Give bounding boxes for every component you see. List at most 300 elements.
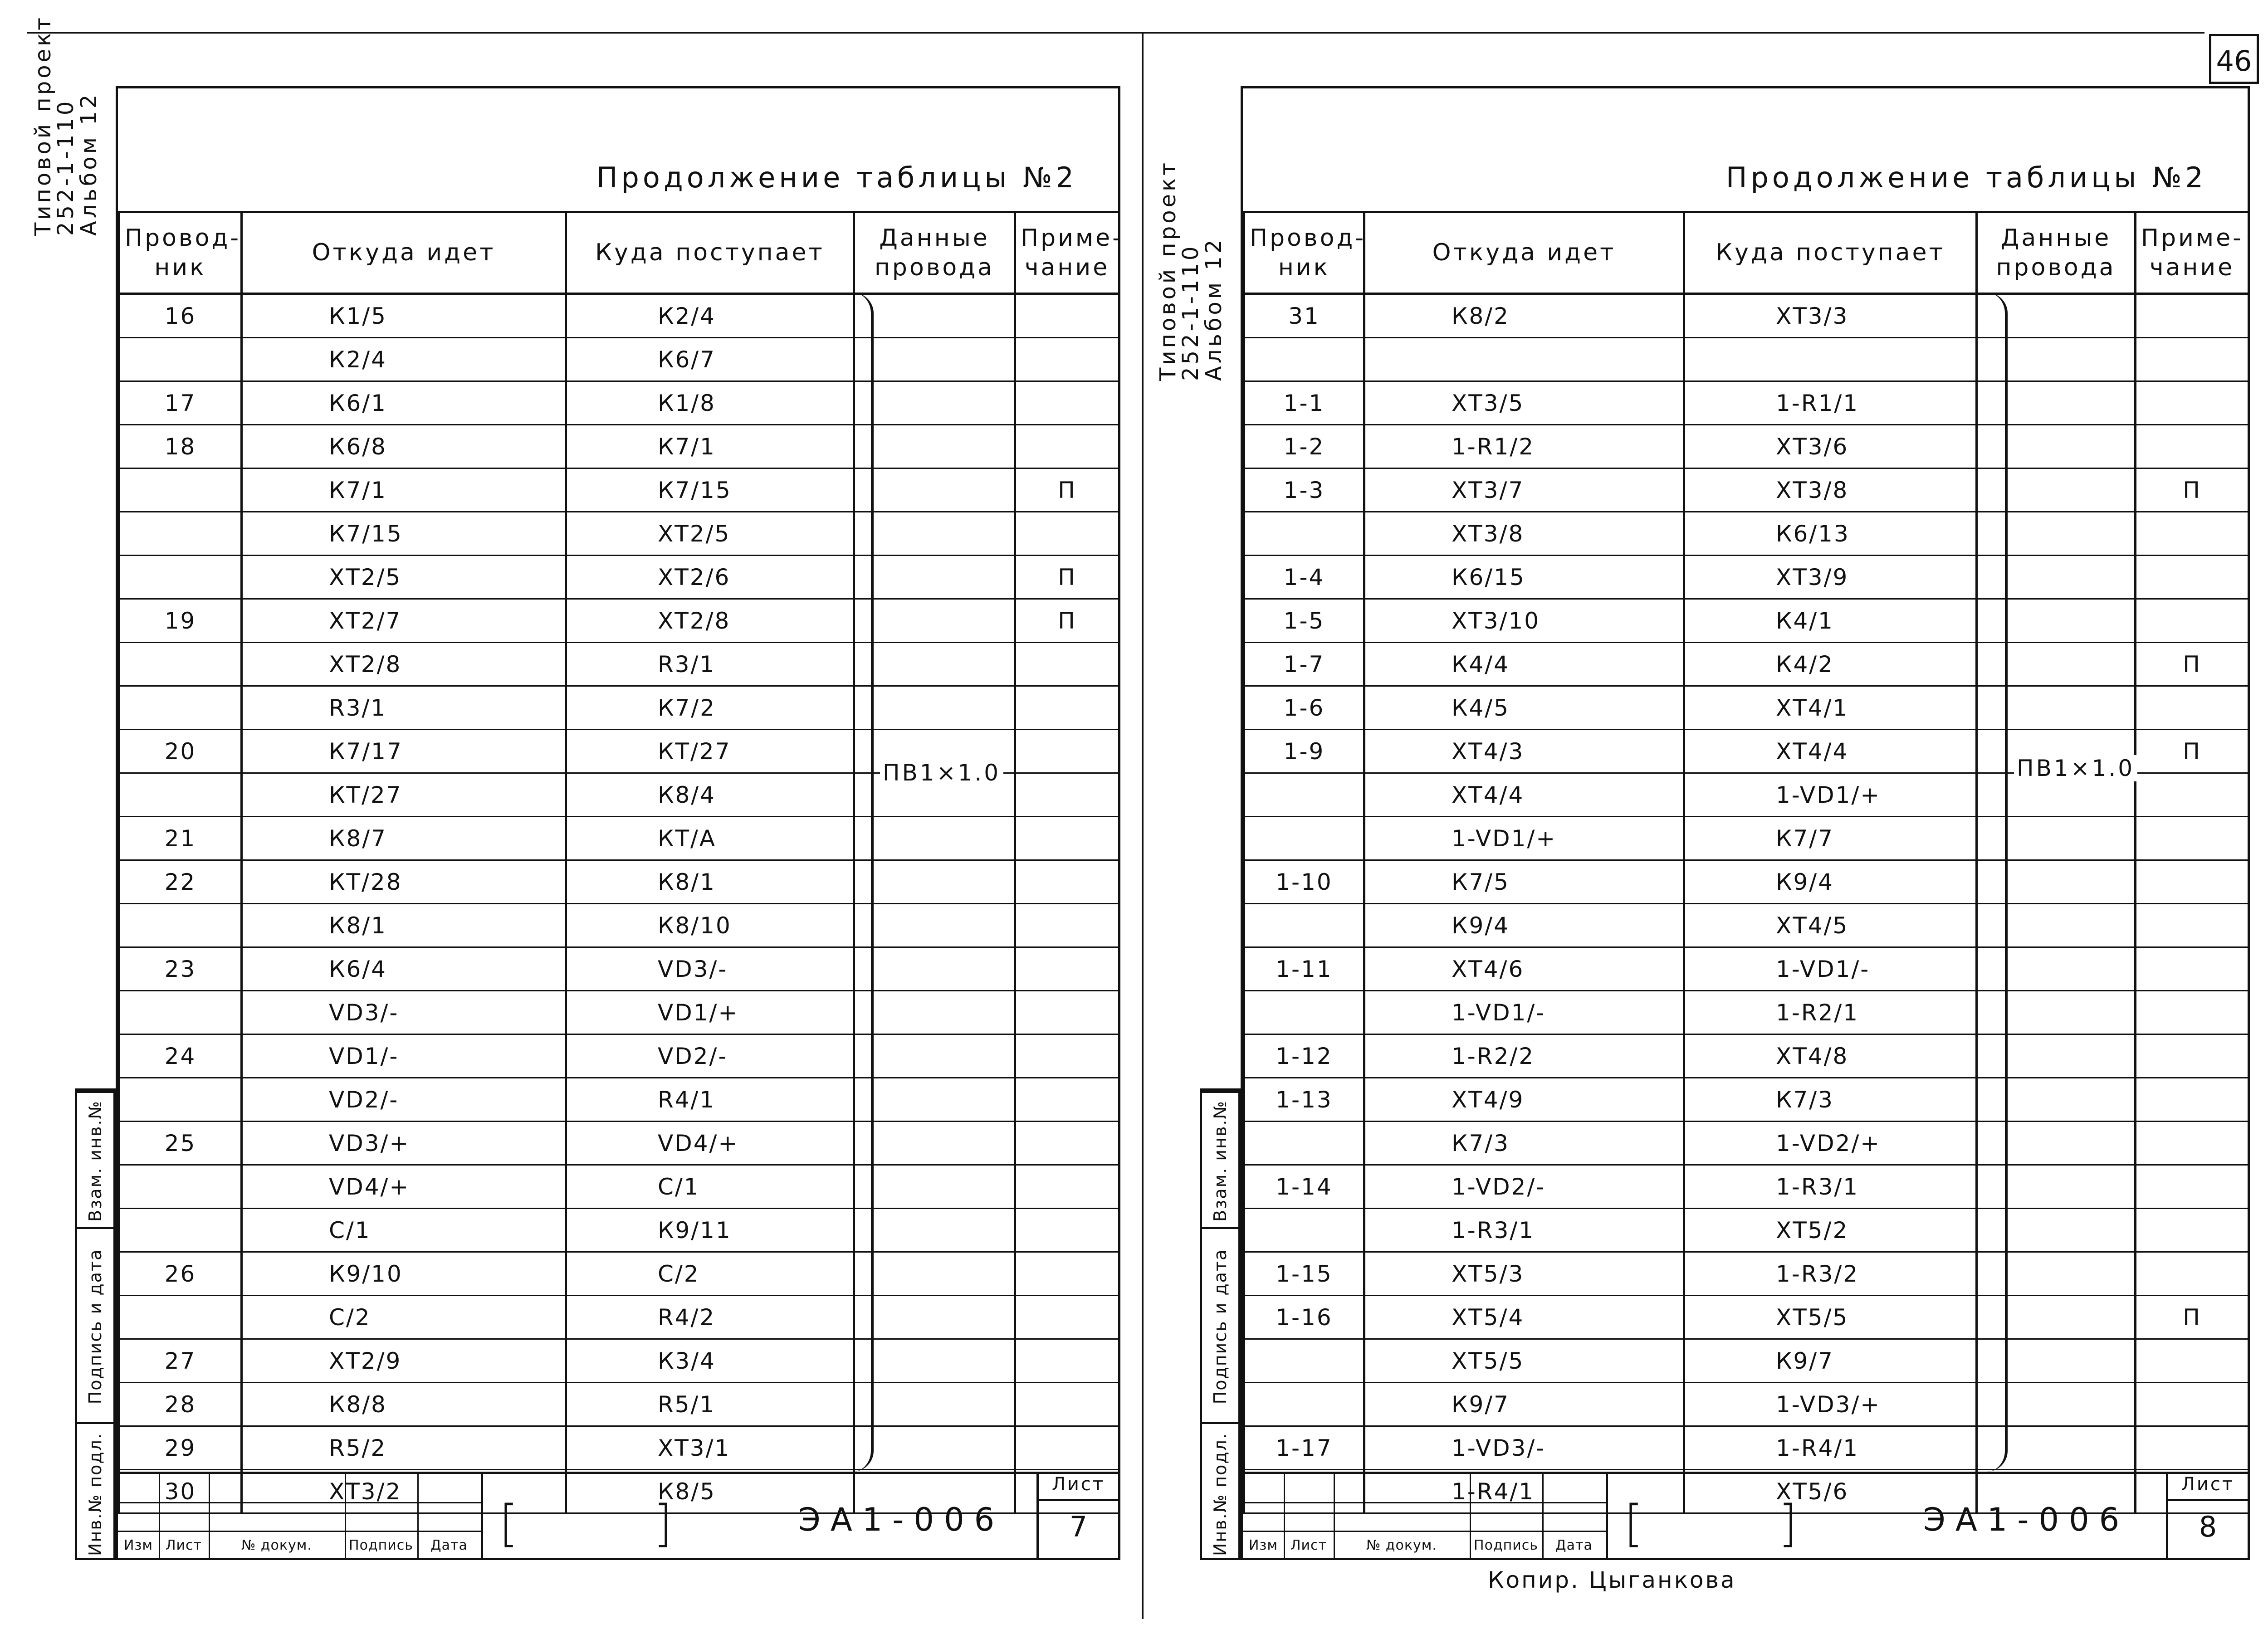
table-row <box>1244 1078 2249 1122</box>
right-project-label: Типовой проект 252-1-110 Альбом 12 <box>1155 160 1227 381</box>
side-strip-replace-label: Взам. инв.№ <box>1210 1100 1230 1222</box>
conductor-cell <box>119 1165 242 1209</box>
to-cell: К9/4 <box>1684 860 1977 904</box>
table-row <box>119 1078 1119 1122</box>
note-cell <box>1015 904 1119 947</box>
note-cell <box>1015 773 1119 817</box>
wire-data-cell <box>854 1339 1015 1383</box>
header-wire-data: Данные провода <box>854 212 1015 294</box>
to-cell: 1-R2/1 <box>1684 991 1977 1034</box>
conductor-cell: 16 <box>119 294 242 338</box>
conductor-cell <box>1244 773 1364 817</box>
header-wire-data: Данные провода <box>1977 212 2136 294</box>
to-cell: ХТ3/1 <box>566 1426 854 1470</box>
note-cell: П <box>2136 468 2249 512</box>
to-cell: К1/8 <box>566 381 854 425</box>
table-row <box>1244 468 2249 512</box>
conductor-cell: 1-7 <box>1244 643 1364 686</box>
left-project-label: Типовой проект 252-1-110 Альбом 12 <box>30 15 102 236</box>
note-cell <box>2136 599 2249 643</box>
note-cell: П <box>1015 599 1119 643</box>
table-row <box>1244 381 2249 425</box>
table-row <box>119 338 1119 381</box>
sheet-label: Лист <box>2168 1474 2248 1501</box>
note-cell <box>1015 1426 1119 1470</box>
open-bracket: [ <box>499 1494 518 1552</box>
wire-data-cell <box>854 991 1015 1034</box>
right-sheet <box>1241 86 2250 1560</box>
table-row <box>119 686 1119 730</box>
wire-data-cell <box>854 860 1015 904</box>
conductor-cell <box>119 686 242 730</box>
conductor-cell <box>119 904 242 947</box>
note-cell <box>1015 1165 1119 1209</box>
note-cell: П <box>1015 468 1119 512</box>
from-cell: 1-R2/2 <box>1364 1034 1684 1078</box>
to-cell: R3/1 <box>566 643 854 686</box>
to-cell: VD4/+ <box>566 1122 854 1165</box>
from-cell: К4/5 <box>1364 686 1684 730</box>
note-cell: П <box>2136 1296 2249 1339</box>
table-row <box>1244 425 2249 468</box>
conductor-cell: 25 <box>119 1122 242 1165</box>
left-sheet <box>116 86 1123 1560</box>
from-cell: К9/4 <box>1364 904 1684 947</box>
from-cell: К6/15 <box>1364 556 1684 599</box>
table-row <box>119 425 1119 468</box>
from-cell: ХТ3/2 <box>242 1470 566 1513</box>
table-row <box>119 947 1119 991</box>
conductor-cell <box>1244 1122 1364 1165</box>
from-cell: К7/5 <box>1364 860 1684 904</box>
to-cell: ХТ5/2 <box>1684 1209 1977 1252</box>
from-cell: VD4/+ <box>242 1165 566 1209</box>
to-cell: R4/2 <box>566 1296 854 1339</box>
to-cell: ХТ4/5 <box>1684 904 1977 947</box>
label-change: Изм <box>123 1537 153 1553</box>
label-change: Изм <box>1248 1537 1278 1553</box>
from-cell: К7/15 <box>242 512 566 556</box>
note-cell <box>1015 1034 1119 1078</box>
from-cell: ХТ5/5 <box>1364 1339 1684 1383</box>
table-row <box>119 1426 1119 1470</box>
to-cell: К6/13 <box>1684 512 1977 556</box>
to-cell: КТ/А <box>566 817 854 860</box>
table-row <box>1244 904 2249 947</box>
page-divider <box>1142 32 1144 1619</box>
to-cell: 1-R4/1 <box>1684 1426 1977 1470</box>
conductor-cell <box>119 1296 242 1339</box>
note-cell <box>2136 1034 2249 1078</box>
conductor-cell: 1-2 <box>1244 425 1364 468</box>
note-cell <box>1015 1252 1119 1296</box>
table-row <box>1244 1034 2249 1078</box>
from-cell: К4/4 <box>1364 643 1684 686</box>
from-cell: К6/1 <box>242 381 566 425</box>
wire-data-cell <box>854 1122 1015 1165</box>
from-cell: К7/3 <box>1364 1122 1684 1165</box>
to-cell: ХТ3/6 <box>1684 425 1977 468</box>
conductor-cell: 1-17 <box>1244 1426 1364 1470</box>
conductor-cell <box>1244 512 1364 556</box>
page-number: 46 <box>2209 34 2259 84</box>
conductor-cell: 19 <box>119 599 242 643</box>
table-row <box>1244 1209 2249 1252</box>
note-cell <box>1015 1296 1119 1339</box>
note-cell <box>2136 991 2249 1034</box>
label-document: № докум. <box>1366 1537 1437 1553</box>
table-row <box>119 1383 1119 1426</box>
conductor-cell <box>1244 904 1364 947</box>
label-date: Дата <box>430 1537 468 1553</box>
to-cell: 1-VD1/+ <box>1684 773 1977 817</box>
table-row <box>1244 1165 2249 1209</box>
wire-data-cell <box>854 904 1015 947</box>
note-cell <box>1015 686 1119 730</box>
from-cell: К2/4 <box>242 338 566 381</box>
header-to: Куда поступает <box>566 212 854 294</box>
note-cell <box>2136 294 2249 338</box>
from-cell: ХТ4/9 <box>1364 1078 1684 1122</box>
from-cell: VD3/+ <box>242 1122 566 1165</box>
conductor-cell: 1-15 <box>1244 1252 1364 1296</box>
table-row <box>1244 1339 2249 1383</box>
wire-table <box>118 211 1123 1514</box>
to-cell: ХТ5/6 <box>1684 1470 1977 1513</box>
from-cell: К8/7 <box>242 817 566 860</box>
conductor-cell: 1-11 <box>1244 947 1364 991</box>
to-cell: К8/1 <box>566 860 854 904</box>
conductor-cell: 1-5 <box>1244 599 1364 643</box>
wire-data-cell <box>854 1252 1015 1296</box>
to-cell: К7/1 <box>566 425 854 468</box>
from-cell: R3/1 <box>242 686 566 730</box>
table-row <box>119 294 1119 338</box>
from-cell: ХТ5/4 <box>1364 1296 1684 1339</box>
note-cell <box>2136 860 2249 904</box>
conductor-cell <box>1244 817 1364 860</box>
close-bracket: ] <box>653 1494 673 1552</box>
to-cell: 1-R1/1 <box>1684 381 1977 425</box>
note-cell <box>2136 1339 2249 1383</box>
from-cell: К8/2 <box>1364 294 1684 338</box>
from-cell: ХТ5/3 <box>1364 1252 1684 1296</box>
note-cell <box>1015 860 1119 904</box>
table-row <box>119 1165 1119 1209</box>
note-cell <box>1015 425 1119 468</box>
table-row <box>1244 860 2249 904</box>
to-cell: 1-VD3/+ <box>1684 1383 1977 1426</box>
table-row <box>1244 1426 2249 1470</box>
from-cell: К6/8 <box>242 425 566 468</box>
wire-data-cell <box>854 468 1015 512</box>
conductor-cell: 31 <box>1244 294 1364 338</box>
from-cell: ХТ4/3 <box>1364 730 1684 773</box>
from-cell: ХТ3/8 <box>1364 512 1684 556</box>
from-cell: VD2/- <box>242 1078 566 1122</box>
top-border-line <box>27 32 2204 34</box>
conductor-cell <box>119 991 242 1034</box>
from-cell: ХТ2/9 <box>242 1339 566 1383</box>
wire-data-cell <box>854 294 1015 338</box>
wire-data-cell <box>854 1426 1015 1470</box>
table-row <box>119 991 1119 1034</box>
conductor-cell: 24 <box>119 1034 242 1078</box>
from-cell: ХТ4/4 <box>1364 773 1684 817</box>
from-cell: 1-VD3/- <box>1364 1426 1684 1470</box>
conductor-cell: 1-14 <box>1244 1165 1364 1209</box>
note-cell <box>1015 294 1119 338</box>
from-cell: 1-VD1/+ <box>1364 817 1684 860</box>
conductor-cell: 1-4 <box>1244 556 1364 599</box>
sheet-label: Лист <box>1039 1474 1118 1501</box>
to-cell: К9/7 <box>1684 1339 1977 1383</box>
revision-labels <box>1243 1533 1606 1558</box>
table-row <box>119 904 1119 947</box>
table-row <box>1244 338 2249 381</box>
conductor-cell <box>1244 1209 1364 1252</box>
conductor-cell <box>119 512 242 556</box>
wire-data-cell <box>854 1296 1015 1339</box>
note-cell: П <box>2136 643 2249 686</box>
to-cell: VD2/- <box>566 1034 854 1078</box>
table-row <box>119 1296 1119 1339</box>
to-cell: К7/15 <box>566 468 854 512</box>
from-cell: 1-VD1/- <box>1364 991 1684 1034</box>
note-cell <box>2136 817 2249 860</box>
wire-data-cell <box>854 1034 1015 1078</box>
wire-data-cell <box>854 1078 1015 1122</box>
conductor-cell: 18 <box>119 425 242 468</box>
note-cell <box>1015 381 1119 425</box>
note-cell <box>1015 730 1119 773</box>
side-strip-replace-label: Взам. инв.№ <box>85 1100 105 1222</box>
table-row <box>119 512 1119 556</box>
note-cell <box>2136 338 2249 381</box>
conductor-cell <box>119 556 242 599</box>
from-cell: 1-R1/2 <box>1364 425 1684 468</box>
from-cell: ХТ3/5 <box>1364 381 1684 425</box>
conductor-cell <box>1244 1339 1364 1383</box>
note-cell <box>2136 904 2249 947</box>
conductor-cell: 1-6 <box>1244 686 1364 730</box>
label-document: № докум. <box>241 1537 312 1553</box>
note-cell <box>1015 1383 1119 1426</box>
from-cell: К7/1 <box>242 468 566 512</box>
table-row <box>1244 817 2249 860</box>
table-caption: Продолжение таблицы №2 <box>596 161 1077 194</box>
to-cell: С/2 <box>566 1252 854 1296</box>
side-strip-inventory-label: Инв.№ подл. <box>1210 1432 1230 1556</box>
conductor-cell: 1-9 <box>1244 730 1364 773</box>
to-cell: ХТ3/3 <box>1684 294 1977 338</box>
table-row <box>1244 1296 2249 1339</box>
note-cell <box>1015 1078 1119 1122</box>
table-row <box>1244 1252 2249 1296</box>
conductor-cell: 26 <box>119 1252 242 1296</box>
table-row <box>1244 294 2249 338</box>
conductor-cell <box>119 1209 242 1252</box>
conductor-cell <box>1244 1383 1364 1426</box>
label-date: Дата <box>1555 1537 1593 1553</box>
conductor-cell: 1-1 <box>1244 381 1364 425</box>
to-cell: К6/7 <box>566 338 854 381</box>
from-cell: ХТ3/7 <box>1364 468 1684 512</box>
note-cell <box>2136 425 2249 468</box>
note-cell <box>2136 512 2249 556</box>
table-row <box>119 599 1119 643</box>
to-cell: VD3/- <box>566 947 854 991</box>
note-cell <box>2136 1078 2249 1122</box>
header-conductor: Провод-ник <box>119 212 242 294</box>
conductor-cell: 1-16 <box>1244 1296 1364 1339</box>
table-row <box>1244 599 2249 643</box>
wire-data-cell <box>854 1165 1015 1209</box>
wire-data-cell <box>854 1209 1015 1252</box>
to-cell: К4/1 <box>1684 599 1977 643</box>
from-cell: ХТ2/8 <box>242 643 566 686</box>
to-cell: К8/5 <box>566 1470 854 1513</box>
note-cell <box>2136 1252 2249 1296</box>
wire-data-cell <box>854 338 1015 381</box>
header-note: Приме-чание <box>1015 212 1119 294</box>
document-code: ЭА1-006 <box>1923 1501 2130 1538</box>
conductor-cell <box>1244 338 1364 381</box>
from-cell: ХТ3/10 <box>1364 599 1684 643</box>
to-cell: К4/2 <box>1684 643 1977 686</box>
to-cell: R4/1 <box>566 1078 854 1122</box>
wire-data-cell <box>854 599 1015 643</box>
wire-data-cell <box>854 1383 1015 1426</box>
note-cell: П <box>1015 556 1119 599</box>
header-conductor: Провод-ник <box>1244 212 1364 294</box>
from-cell: R5/2 <box>242 1426 566 1470</box>
wire-data-value: ПВ1×1.0 <box>2014 755 2137 781</box>
from-cell: ХТ2/7 <box>242 599 566 643</box>
conductor-cell: 30 <box>119 1470 242 1513</box>
to-cell: ХТ3/8 <box>1684 468 1977 512</box>
to-cell: К7/7 <box>1684 817 1977 860</box>
table-row <box>1244 1383 2249 1426</box>
to-cell: 1-R3/2 <box>1684 1252 1977 1296</box>
conductor-cell: 1-10 <box>1244 860 1364 904</box>
conductor-cell: 28 <box>119 1383 242 1426</box>
close-bracket: ] <box>1778 1494 1798 1552</box>
table-row <box>1244 947 2249 991</box>
wire-data-cell <box>854 381 1015 425</box>
header-from: Откуда идет <box>1364 212 1684 294</box>
note-cell <box>1015 1339 1119 1383</box>
note-cell <box>1015 512 1119 556</box>
from-cell: ХТ4/6 <box>1364 947 1684 991</box>
sheet-number: 8 <box>2199 1510 2217 1543</box>
wire-data-brace <box>1987 293 2008 1472</box>
sheet-number: 7 <box>1069 1510 1088 1543</box>
conductor-cell: 20 <box>119 730 242 773</box>
title-block <box>1243 1472 2248 1558</box>
to-cell: ХТ4/8 <box>1684 1034 1977 1078</box>
title-block <box>118 1472 1118 1558</box>
label-sheet: Лист <box>1290 1537 1327 1553</box>
wire-data-brace <box>853 293 874 1472</box>
table-row <box>119 468 1119 512</box>
table-row <box>119 1122 1119 1165</box>
open-bracket: [ <box>1624 1494 1643 1552</box>
table-row <box>1244 512 2249 556</box>
note-cell <box>2136 1383 2249 1426</box>
note-cell <box>1015 1209 1119 1252</box>
note-cell <box>2136 556 2249 599</box>
from-cell: С/2 <box>242 1296 566 1339</box>
note-cell <box>1015 817 1119 860</box>
to-cell: ХТ2/6 <box>566 556 854 599</box>
to-cell <box>1684 338 1977 381</box>
to-cell: К7/3 <box>1684 1078 1977 1122</box>
from-cell: К1/5 <box>242 294 566 338</box>
to-cell: К8/10 <box>566 904 854 947</box>
table-row <box>119 1339 1119 1383</box>
from-cell: КТ/27 <box>242 773 566 817</box>
table-row <box>1244 643 2249 686</box>
note-cell <box>2136 1209 2249 1252</box>
note-cell <box>1015 1122 1119 1165</box>
table-row <box>119 643 1119 686</box>
wire-table <box>1243 211 2250 1514</box>
to-cell: ХТ4/1 <box>1684 686 1977 730</box>
conductor-cell <box>119 643 242 686</box>
sheet-number-box <box>2166 1474 2248 1558</box>
table-row <box>119 1034 1119 1078</box>
note-cell <box>1015 991 1119 1034</box>
conductor-cell: 1-12 <box>1244 1034 1364 1078</box>
conductor-cell: 29 <box>119 1426 242 1470</box>
table-row <box>119 381 1119 425</box>
conductor-cell: 1-3 <box>1244 468 1364 512</box>
to-cell: ХТ3/9 <box>1684 556 1977 599</box>
conductor-cell: 1-13 <box>1244 1078 1364 1122</box>
to-cell: R5/1 <box>566 1383 854 1426</box>
conductor-cell: 27 <box>119 1339 242 1383</box>
from-cell: 1-R3/1 <box>1364 1209 1684 1252</box>
wire-data-cell <box>854 425 1015 468</box>
revision-labels <box>118 1533 481 1558</box>
note-cell <box>2136 1165 2249 1209</box>
from-cell: К8/8 <box>242 1383 566 1426</box>
to-cell: К2/4 <box>566 294 854 338</box>
from-cell: КТ/28 <box>242 860 566 904</box>
header-note: Приме-чание <box>2136 212 2249 294</box>
to-cell: 1-VD1/- <box>1684 947 1977 991</box>
table-caption: Продолжение таблицы №2 <box>1725 161 2207 194</box>
wire-data-cell <box>854 512 1015 556</box>
header-to: Куда поступает <box>1684 212 1977 294</box>
conductor-cell <box>119 338 242 381</box>
side-strip-inventory-label: Инв.№ подл. <box>85 1432 105 1556</box>
from-cell: VD1/- <box>242 1034 566 1078</box>
table-row <box>1244 1122 2249 1165</box>
table-row <box>119 817 1119 860</box>
label-sheet: Лист <box>165 1537 202 1553</box>
note-cell <box>2136 1426 2249 1470</box>
conductor-cell <box>119 773 242 817</box>
to-cell: К8/4 <box>566 773 854 817</box>
from-cell: К6/4 <box>242 947 566 991</box>
to-cell: К7/2 <box>566 686 854 730</box>
to-cell: 1-R3/1 <box>1684 1165 1977 1209</box>
note-cell <box>2136 1122 2249 1165</box>
wire-data-cell <box>854 817 1015 860</box>
table-row <box>1244 686 2249 730</box>
